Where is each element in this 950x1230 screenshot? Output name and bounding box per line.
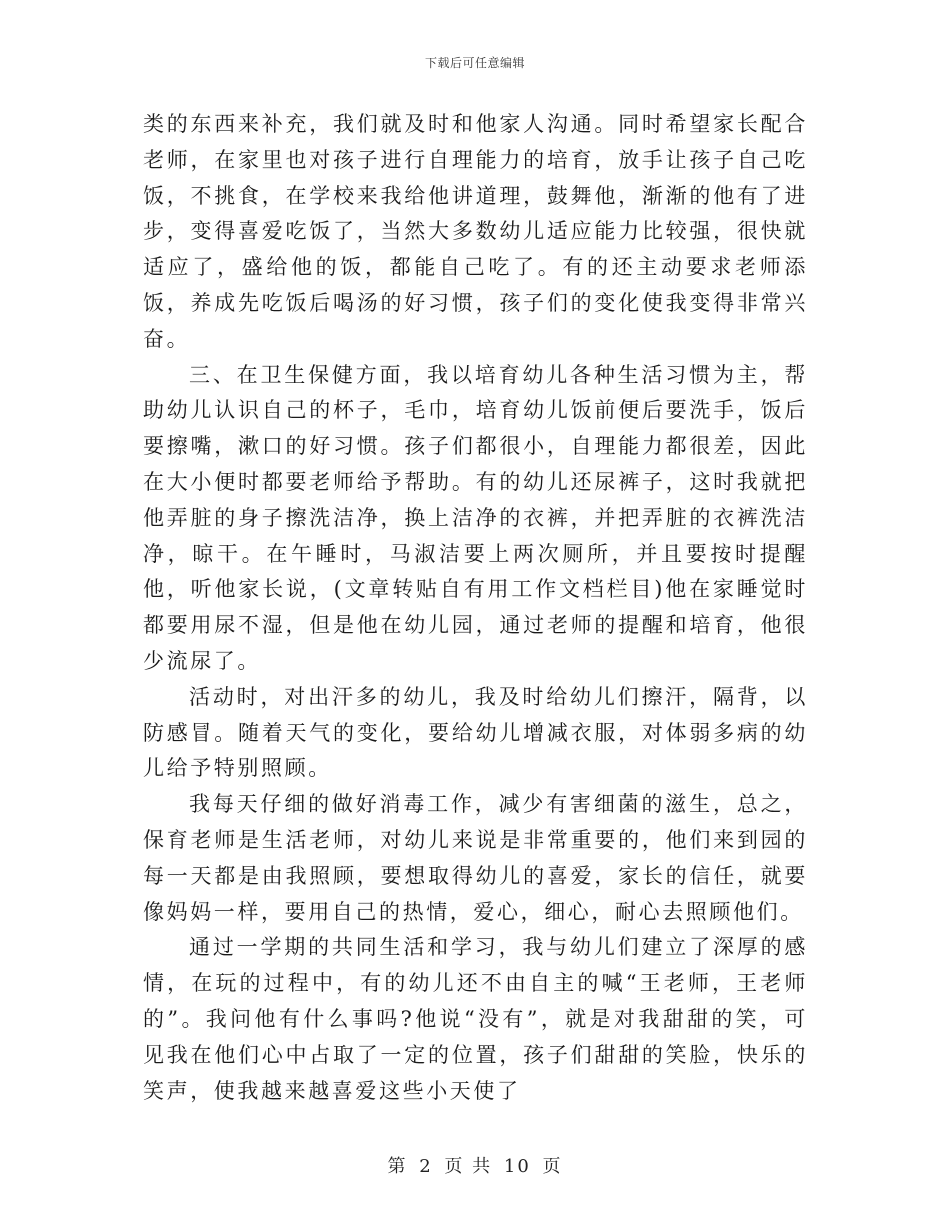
footer-middle: 页 共 (444, 1156, 493, 1177)
page-header: 下载后可任意编辑 (424, 56, 525, 70)
paragraph-1: 类的东西来补充，我们就及时和他家人沟通。同时希望家长配合老师，在家里也对孩子进行自理能力的培育，放手让孩子自己吃饭，不挑食，在学校来我给他讲道理，鼓舞他，渐渐的他有了进步，变得喜爱吃饭了，当然大多数幼儿适应能力比较强，很快就适应了，盛给他的饭，都能自己吃了。有的还主动要求老师添饭，养成先吃饭后喝汤的好习惯，孩子们的变化使我变得非常兴奋。 (143, 112, 808, 351)
paragraph-5: 通过一学期的共同生活和学习，我与幼儿们建立了深厚的感情，在玩的过程中，有的幼儿还不由自主的喊“王老师，王老师的”。我问他有什么事吗?他说“没有”，就是对我甜甜的笑，可见我在他们心中占取了一定的位置，孩子们甜甜的笑脸，快乐的笑声，使我越来越喜爱这些小天使了 (143, 935, 808, 1103)
page-number-footer (0, 1152, 950, 1178)
footer-suffix: 页 (542, 1156, 563, 1177)
total-page-count: 10 (503, 1156, 531, 1177)
footer-prefix: 第 (387, 1156, 408, 1177)
paragraph-3: 活动时，对出汗多的幼儿，我及时给幼儿们擦汗，隔背，以防感冒。随着天气的变化，要给幼儿增减衣服，对体弱多病的幼儿给予特别照顾。 (143, 684, 808, 781)
current-page-number: 2 (419, 1156, 433, 1177)
paragraph-4: 我每天仔细的做好消毒工作，减少有害细菌的滋生，总之，保育老师是生活老师，对幼儿来说是非常重要的，他们来到园的每一天都是由我照顾，要想取得幼儿的喜爱，家长的信任，就要像妈妈一样，要用自己的热情，爱心，细心，耐心去照顾他们。 (143, 792, 808, 924)
paragraph-2: 三、在卫生保健方面，我以培育幼儿各种生活习惯为主，帮助幼儿认识自己的杯子，毛巾，培育幼儿饭前便后要洗手，饭后要擦嘴，漱口的好习惯。孩子们都很小，自理能力都很差，因此在大小便时都要老师给予帮助。有的幼儿还尿裤子，这时我就把他弄脏的身子擦洗洁净，换上洁净的衣裤，并把弄脏的衣裤洗洁净，晾干。在午睡时，马淑洁要上两次厕所，并且要按时提醒他，听他家长说，(文章转贴自有用工作文档栏目)他在家睡觉时都要用尿不湿，但是他在幼儿园，通过老师的提醒和培育，他很少流尿了。 (143, 362, 808, 673)
document-body (143, 107, 808, 1109)
